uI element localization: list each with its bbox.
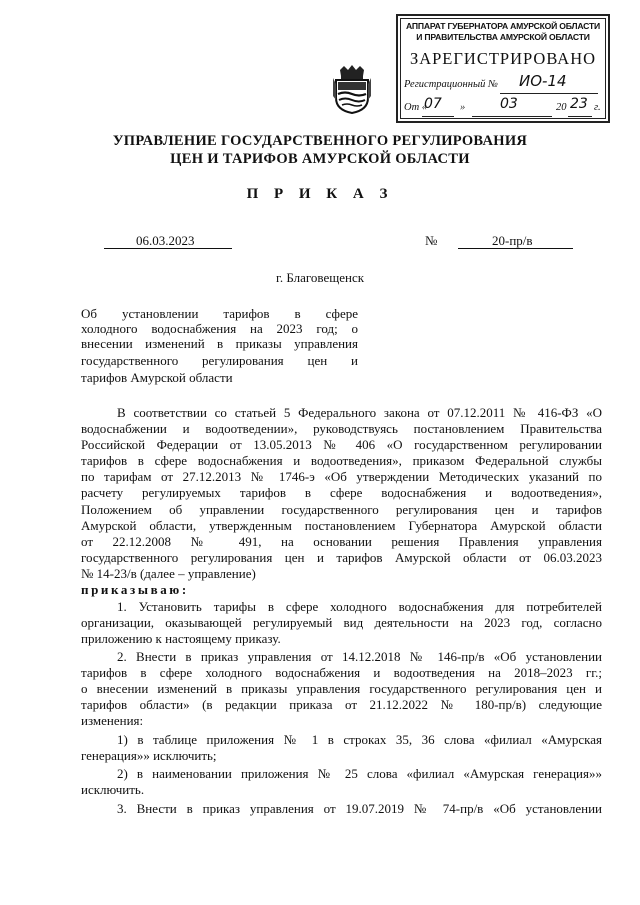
body-line: генерация»» исключить; (81, 748, 217, 763)
agency-name-line2: ЦЕН И ТАРИФОВ АМУРСКОЙ ОБЛАСТИ (170, 151, 470, 167)
stamp-year-suffix: 23 (570, 96, 588, 112)
body-line: тарифов области» (в редакции приказа от 21.12.2022 № 180-пр/в) следующие (81, 697, 602, 712)
body-line: от 22.12.2008 № 491, на основании решения Правления управления (81, 534, 602, 549)
order-number-sign: № (425, 233, 438, 248)
stamp-date-day: 07 (424, 96, 442, 112)
stamp-reg-label: Регистрационный № (404, 79, 498, 90)
body-line: исключить. (81, 782, 145, 797)
body-line: № 14-23/в (далее – управление) (81, 566, 256, 581)
body-line: 2. Внести в приказ управления от 14.12.2018 № 146-пр/в «Об установлении (117, 649, 602, 664)
stamp-org-line1: АППАРАТ ГУБЕРНАТОРА АМУРСКОЙ ОБЛАСТИ (406, 21, 600, 31)
body-line: 1. Установить тарифы в сфере холодного водоснабжения для потребителей (117, 599, 602, 614)
stamp-title: ЗАРЕГИСТРИРОВАНО (409, 49, 597, 68)
body-line: водоснабжении и водоотведении», руководствуясь постановлением Правительства (81, 421, 602, 436)
order-number-underline (458, 248, 573, 249)
coat-of-arms-icon (332, 64, 372, 114)
body-line: организации, оказывающей регулируемый вид деятельности на 2023 год, согласно (81, 615, 602, 630)
stamp-year-underline (568, 116, 592, 117)
body-line: тарифов в сфере холодного водоснабжения и водоотведения на 2018–2023 гг.; (81, 665, 602, 680)
subject-line: внесении изменений в приказы управления (81, 336, 358, 351)
body-line: 2) в наименовании приложения № 25 слова «филиал «Амурская генерация»» (117, 766, 602, 781)
body-line: по тарифам от 27.12.2013 № 1746-э «Об утверждении Методических указаний по (81, 469, 602, 484)
subject-line: Об установлении тарифов в сфере (81, 306, 358, 321)
subject-line: холодного водоснабжения на 2023 год; о (81, 321, 358, 336)
order-date-underline (104, 248, 232, 249)
stamp-reg-underline (500, 93, 598, 94)
stamp-date-close: » (460, 102, 466, 113)
registration-stamp (396, 14, 610, 123)
agency-name-line1: УПРАВЛЕНИЕ ГОСУДАРСТВЕННОГО РЕГУЛИРОВАНИЯ (112, 133, 528, 149)
document-type: П Р И К А З (246, 186, 394, 202)
body-line: государственного регулирования цен и тарифов Амурской области от 06.03.2023 (81, 550, 602, 565)
body-line: тарифов в сфере водоснабжения и водоотведения», приказом Федеральной службы (81, 453, 602, 468)
body-line: В соответствии со статьей 5 Федерального закона от 07.12.2011 № 416-ФЗ «О (117, 405, 602, 420)
body-line: 3. Внести в приказ управления от 19.07.2019 № 74-пр/в «Об установлении (117, 801, 602, 816)
body-line: Российской Федерации от 13.05.2013 № 406 «О государственном регулировании (81, 437, 602, 452)
order-date: 06.03.2023 (136, 233, 195, 248)
stamp-reg-number: ИО-14 (519, 72, 567, 90)
stamp-org-line2: И ПРАВИТЕЛЬСТВА АМУРСКОЙ ОБЛАСТИ (416, 32, 590, 42)
stamp-year-unit: г. (594, 102, 601, 113)
stamp-date-from: От « (404, 102, 428, 113)
stamp-month-underline (472, 116, 552, 117)
body-line: расчету регулируемых тарифов в сфере водоснабжения и водоотведения», (81, 485, 602, 500)
stamp-year-prefix: 20 (556, 102, 567, 113)
stamp-date-month: 03 (500, 96, 518, 112)
body-line: 1) в таблице приложения № 1 в строках 35, 36 слова «филиал «Амурская (117, 732, 602, 747)
order-city: г. Благовещенск (275, 270, 365, 285)
ordering-word: приказываю: (81, 582, 189, 597)
body-line: Положением об управлении государственного регулирования цен и тарифов (81, 502, 602, 517)
body-line: Амурской области, утвержденным постановлением Губернатора Амурской области (81, 518, 602, 533)
stamp-day-underline (422, 116, 454, 117)
body-line: изменения: (81, 713, 144, 728)
body-line: приложению к настоящему приказу. (81, 631, 281, 646)
body-line: о внесении изменений в приказы управления государственного регулирования цен и (81, 681, 602, 696)
subject-line: тарифов Амурской области (81, 370, 233, 385)
order-number: 20-пр/в (492, 233, 533, 248)
subject-line: государственного регулирования цен и (81, 353, 358, 368)
